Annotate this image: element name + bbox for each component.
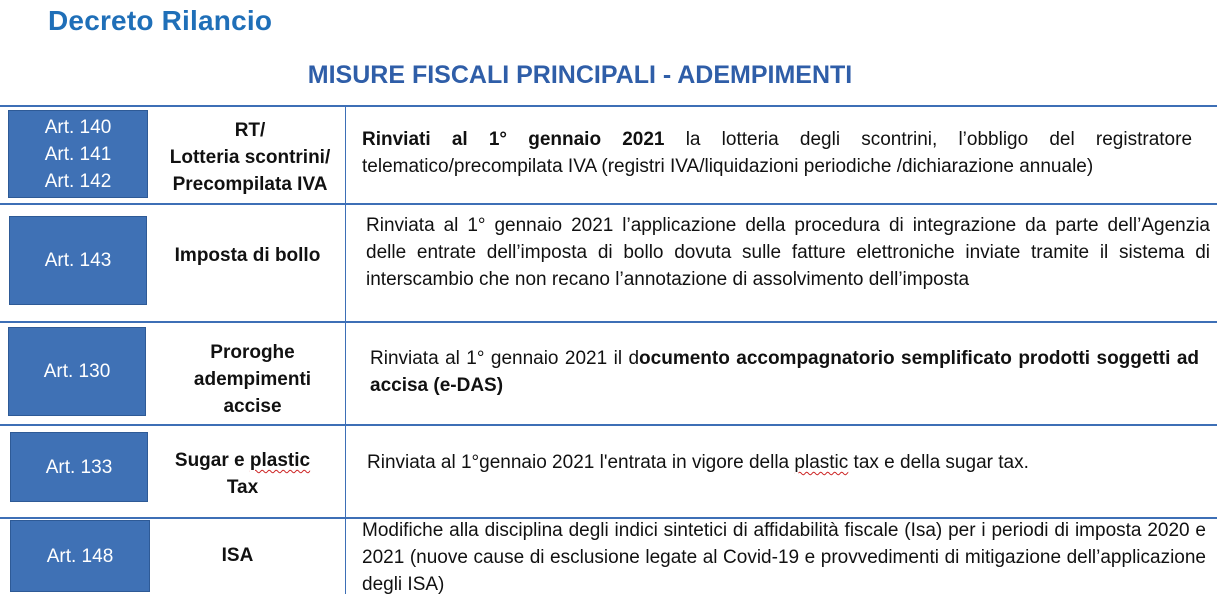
page-title: MISURE FISCALI PRINCIPALI - ADEMPIMENTI [307,61,853,89]
article-box [8,327,146,416]
topic-line: Lotteria scontrini/ [169,146,331,168]
spellcheck-word: plastic [249,450,311,471]
article-box [10,520,150,592]
measure-description [370,345,1199,399]
topic-line: Imposta di bollo [174,244,321,266]
description-emphasis: ocumento accompagnatorio semplificato prodotti soggetti ad accisa (e-DAS) [370,348,1199,396]
topic-line: Proroghe [210,341,295,363]
measure-description [362,517,1206,598]
row-divider [0,321,1217,323]
topic-line: RT/ [234,119,266,141]
row-divider [0,424,1217,426]
description-text: la lotteria degli scontrini, l’obbligo del registratore telematico/precompilata IVA (registri IVA/liquidazioni periodiche /dichiarazione annuale) [362,129,1193,177]
article-label: Art. 143 [44,250,112,271]
spellcheck-word: plastic [794,452,849,473]
topic-label [150,238,345,272]
article-label: Art. 130 [43,361,111,382]
description-text: Modifiche alla disciplina degli indici sintetici di affidabilità fiscale (Isa) per i periodi di imposta 2020 e 2021 (nuove cause di esclusione legate al Covid-19 e provvedimenti di mitigazione dell’applicazione degli ISA) [362,520,1206,595]
topic-line: accise [223,395,282,417]
topic-label [150,540,325,570]
article-box [8,110,148,198]
topic-label [150,446,335,502]
article-label: Art. 133 [45,456,113,478]
topic-line: Precompilata IVA [172,173,328,195]
measure-description [366,212,1210,293]
brand-title: Decreto Rilancio [48,5,273,36]
article-label: Art. 141 [44,143,112,165]
topic-line: Tax [226,477,259,498]
description-text: Rinviata al 1°gennaio 2021 l'entrata in vigore della [367,452,795,473]
topic-line: ISA [221,544,254,566]
description-text: Rinviata al 1° gennaio 2021 l’applicazione della procedura di integrazione da parte dell’Agenzia delle entrate dell’imposta di bollo dovuta sulle fatture elettroniche inviate tramite il sistema di interscambio che non recano l’annotazione di assolvimento dell’imposta [366,215,1210,290]
topic-label [150,112,350,202]
topic-label [160,337,345,421]
article-label: Art. 142 [44,170,112,192]
topic-line: adempimenti [193,368,312,390]
measure-description [367,449,1197,476]
article-box [10,432,148,502]
description-emphasis: Rinviati al 1° gennaio 2021 [362,129,665,150]
article-label: Art. 140 [44,116,112,138]
measure-description [362,126,1192,180]
description-text: tax e della sugar tax. [848,452,1029,473]
topic-line [150,447,335,474]
article-box [9,216,147,305]
row-divider [0,105,1217,107]
topic-text: Sugar e [174,450,250,471]
row-divider [0,203,1217,205]
article-label: Art. 148 [46,545,114,567]
description-text: Rinviata al 1° gennaio 2021 il d [370,348,640,369]
